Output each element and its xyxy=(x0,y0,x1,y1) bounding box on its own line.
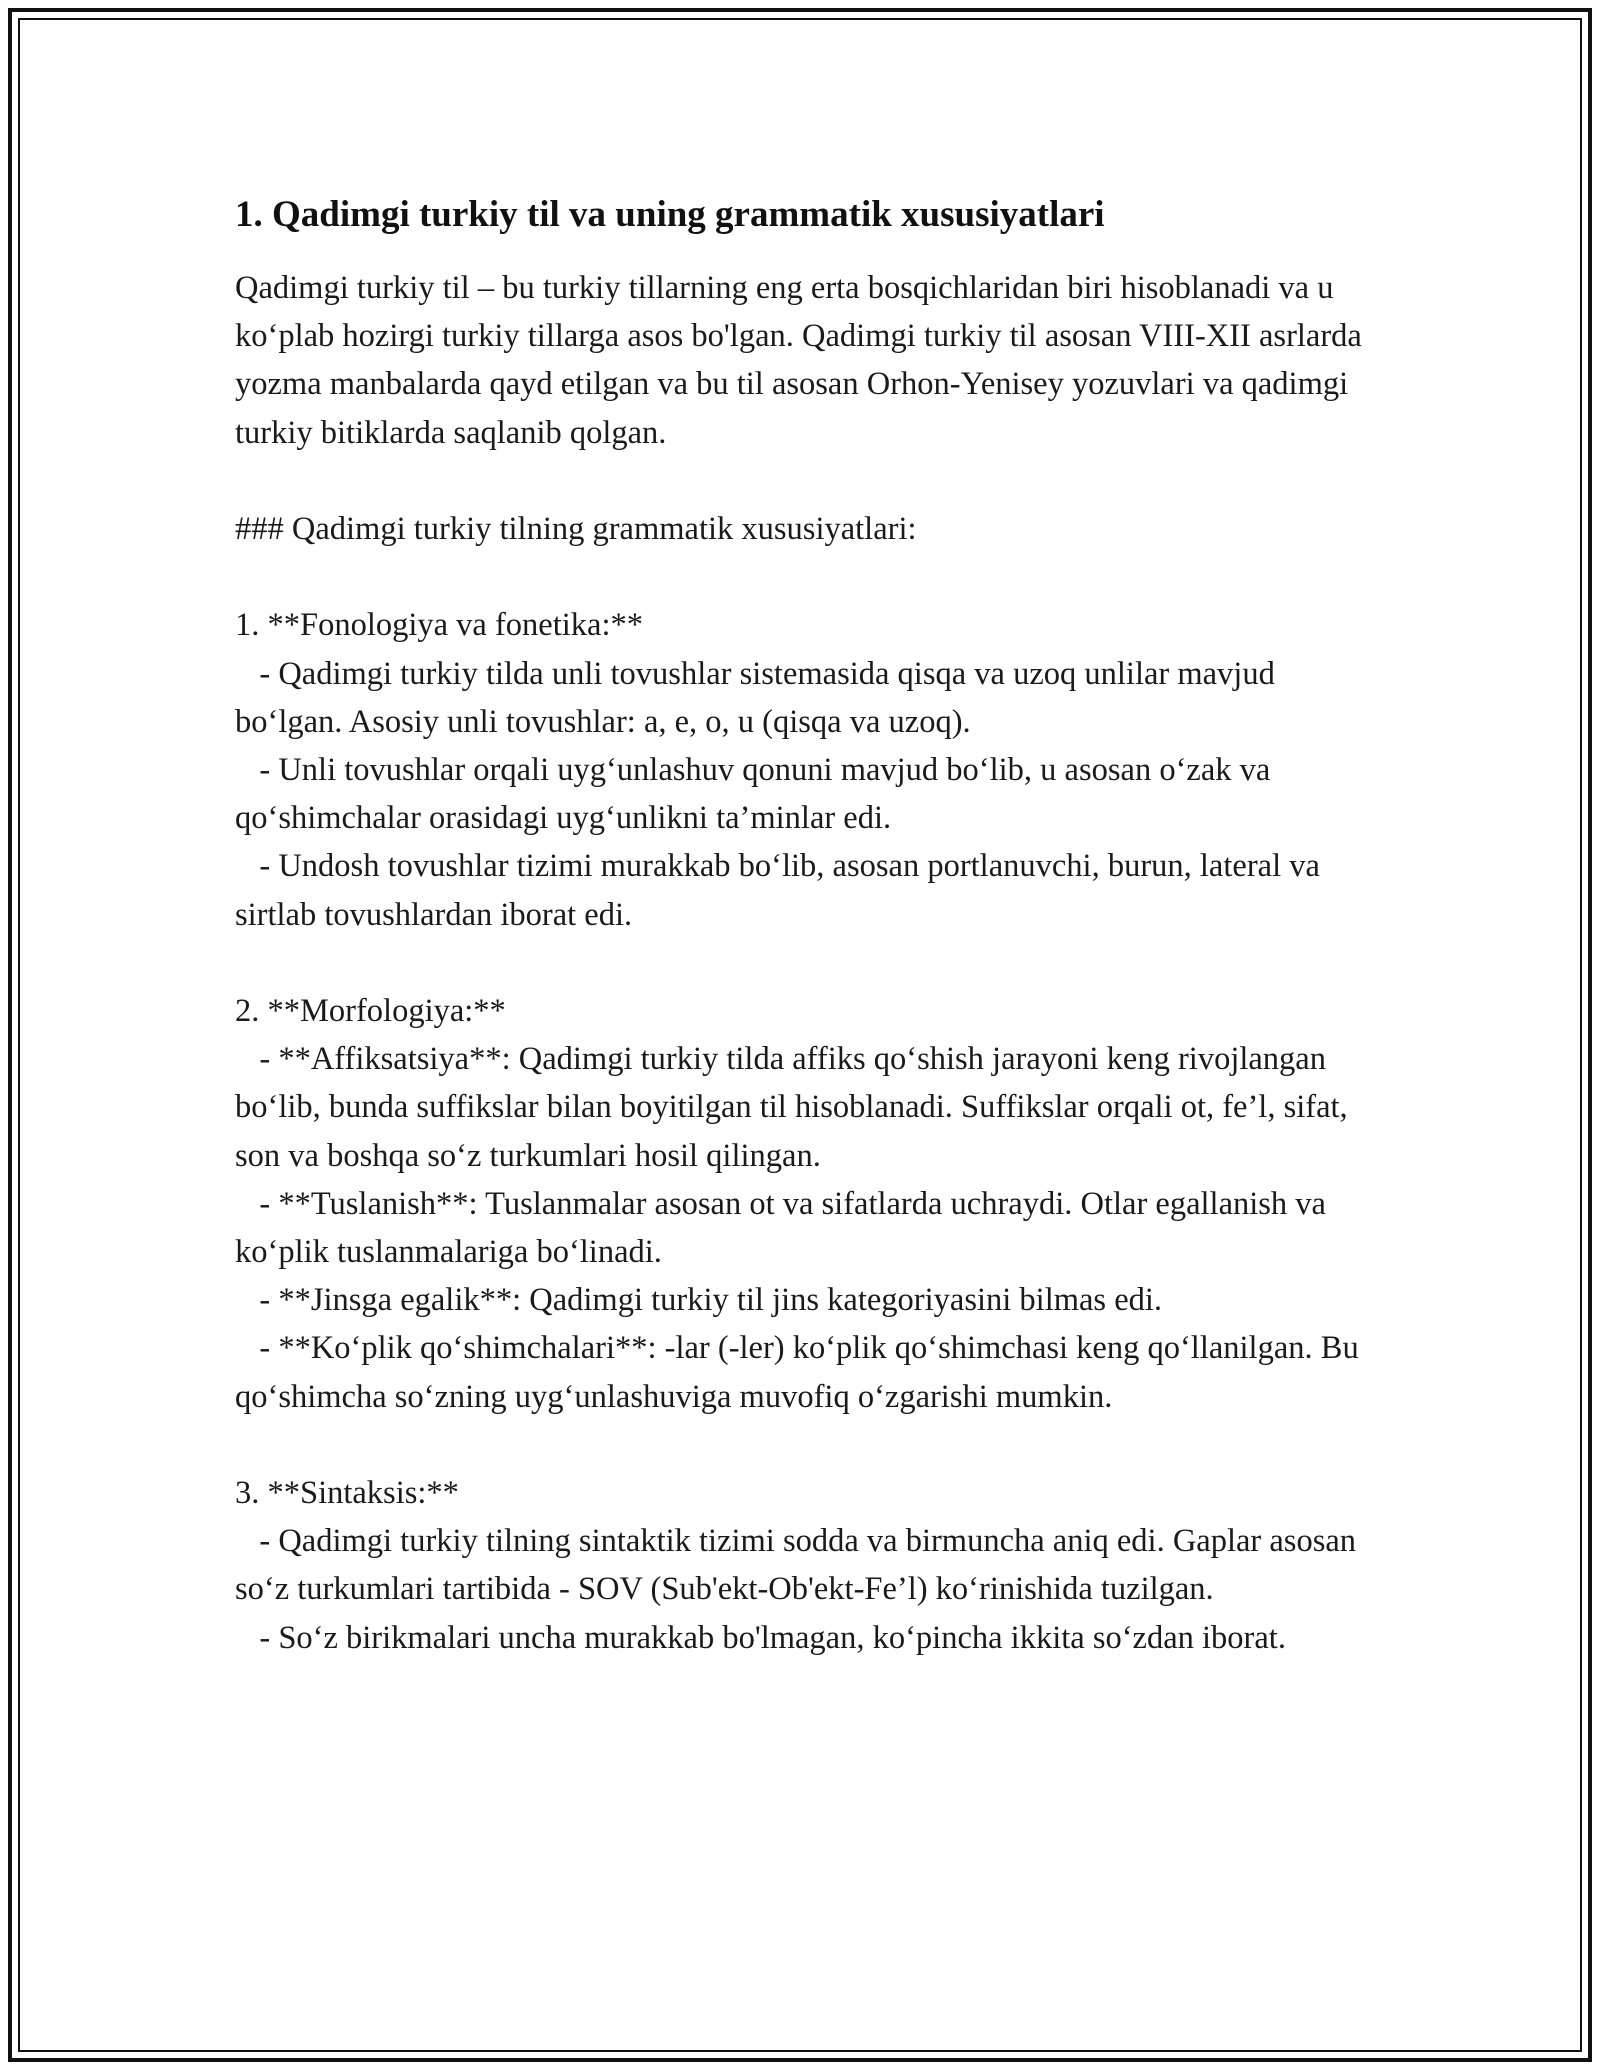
section-heading: 3. **Sintaksis:** xyxy=(235,1475,459,1512)
spacer xyxy=(235,939,1375,987)
section-syntax xyxy=(235,1469,1375,1662)
subheading: ### Qadimgi turkiy tilning grammatik xususiyatlari: xyxy=(235,511,917,547)
document-body xyxy=(235,188,1375,1662)
spacer xyxy=(235,1421,1375,1469)
list-item: - Qadimgi turkiy tilning sintaktik tizimi sodda va birmuncha aniq edi. Gaplar asosan so‘z turkumlari tartibida - SOV (Sub'ekt-Ob'ekt-Fe’l) ko‘rinishida tuzilgan. xyxy=(235,1523,1365,1608)
section-morphology xyxy=(235,987,1375,1421)
list-item: - **Tuslanish**: Tuslanmalar asosan ot va sifatlarda uchraydi. Otlar egallanish va ko‘plik tuslanmalariga bo‘linadi. xyxy=(235,1185,1335,1271)
section-heading: 1. **Fonologiya va fonetika:** xyxy=(235,607,643,644)
list-item: - So‘z birikmalari uncha murakkab bo'lmagan, ko‘pincha ikkita so‘zdan iborat. xyxy=(235,1619,1286,1656)
list-item: - Unli tovushlar orqali uyg‘unlashuv qonuni mavjud bo‘lib, u asosan o‘zak va qo‘shimchalar orasidagi uyg‘unlikni ta’minlar edi. xyxy=(235,752,1279,837)
spacer xyxy=(235,553,1375,601)
document-title: 1. Qadimgi turkiy til va uning grammatik xususiyatlari xyxy=(235,194,1105,235)
section-heading: 2. **Morfologiya:** xyxy=(235,993,506,1029)
list-item: - **Jinsga egalik**: Qadimgi turkiy til jins kategoriyasini bilmas edi. xyxy=(235,1282,1163,1319)
list-item: - **Ko‘plik qo‘shimchalari**: -lar (-ler) ko‘plik qo‘shimchasi keng qo‘llanilgan. Bu qo‘shimcha so‘zning uyg‘unlashuviga muvofiq o‘zgarishi mumkin. xyxy=(235,1330,1367,1415)
list-item: - Qadimgi turkiy tilda unli tovushlar sistemasida qisqa va uzoq unlilar mavjud bo‘lgan. Asosiy unli tovushlar: a, e, o, u (qisqa va uzoq). xyxy=(235,655,1283,740)
list-item: - Undosh tovushlar tizimi murakkab bo‘lib, asosan portlanuvchi, burun, lateral va sirtlab tovushlardan iborat edi. xyxy=(235,848,1329,933)
section-phonology xyxy=(235,601,1375,938)
spacer xyxy=(235,457,1375,505)
intro-paragraph: Qadimgi turkiy til – bu turkiy tillarning eng erta bosqichlaridan biri hisoblanadi va u ko‘plab hozirgi turkiy tillarga asos bo'lgan. Qadimgi turkiy til asosan VIII-XII asrlarda yozma manbalarda qayd etilgan va bu til asosan Orhon-Yenisey yozuvlari va qadimgi turkiy bitiklarda saqlanib qolgan. xyxy=(235,270,1370,451)
list-item: - **Affiksatsiya**: Qadimgi turkiy tilda affiks qo‘shish jarayoni keng rivojlangan bo‘lib, bunda suffikslar bilan boyitilgan til hisoblanadi. Suffikslar orqali ot, fe’l, sifat, son va boshqa so‘z turkumlari hosil qilingan. xyxy=(235,1041,1356,1174)
